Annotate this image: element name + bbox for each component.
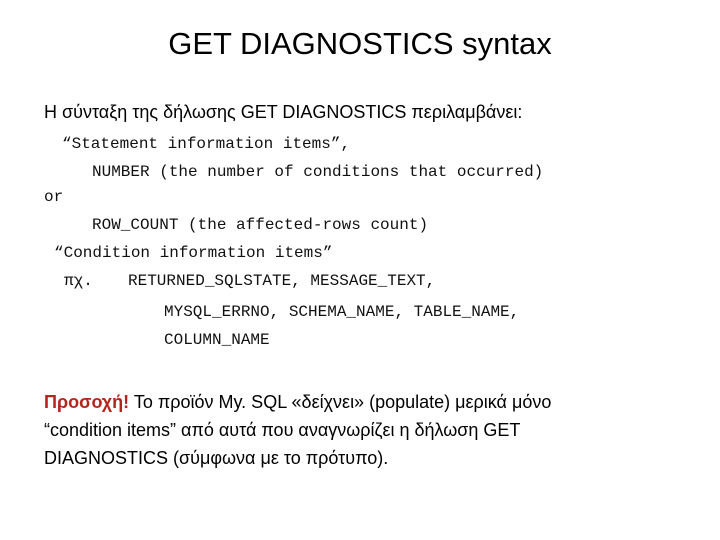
example-line-3: COLUMN_NAME (164, 331, 270, 349)
number-line: NUMBER (the number of conditions that occurred) (92, 163, 544, 181)
note-paragraph (44, 388, 684, 472)
row-count-line: ROW_COUNT (the affected-rows count) (92, 216, 429, 234)
example-prefix: πχ. (64, 272, 93, 290)
example-line-2: MYSQL_ERRNO, SCHEMA_NAME, TABLE_NAME, (164, 303, 520, 321)
intro-text: Η σύνταξη της δήλωσης GET DIAGNOSTICS περιλαμβάνει: (44, 102, 523, 122)
note-line-1 (44, 388, 684, 416)
condition-items-line: “Condition information items” (54, 244, 333, 262)
statement-items-line: “Statement information items”, (62, 135, 351, 153)
note-line-3: DIAGNOSTICS (σύμφωνα με το πρότυπο). (44, 448, 389, 468)
or-line: or (44, 188, 64, 206)
warning-label: Προσοχή! (44, 392, 130, 412)
example-line-1: RETURNED_SQLSTATE, MESSAGE_TEXT, (128, 272, 436, 290)
slide-title: GET DIAGNOSTICS syntax (168, 26, 552, 61)
note-line-2: “condition items” από αυτά που αναγνωρίζει η δήλωση GET (44, 420, 521, 440)
note-line-1-text: Το προϊόν My. SQL «δείχνει» (populate) μερικά μόνο (129, 392, 552, 412)
